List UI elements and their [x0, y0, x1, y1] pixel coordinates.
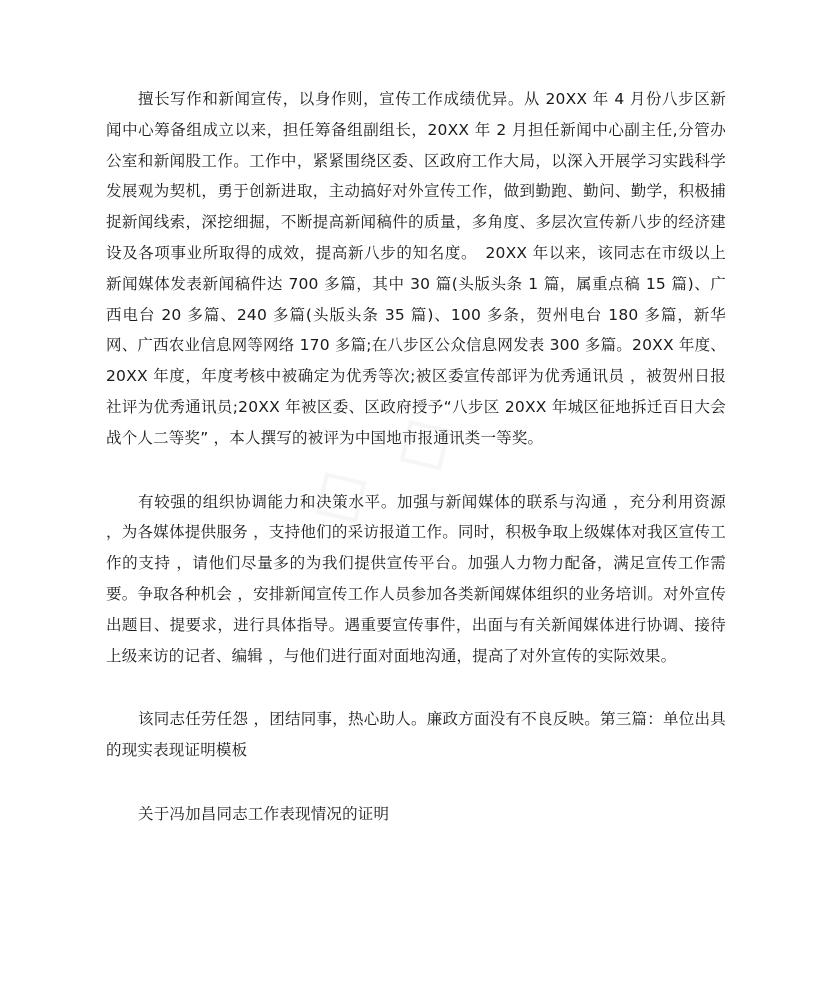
paragraph-certificate-title: 关于冯加昌同志工作表现情况的证明: [138, 804, 390, 823]
paragraph-conduct: 该同志任劳任怨 ，团结同事，热心助人。廉政方面没有不良反映。第三篇：单位出具的现实表现证明模板: [106, 710, 726, 760]
paragraph-writing-publicity: 擅长写作和新闻宣传，以身作则，宣传工作成绩优异。从 20XX 年 4 月份八步区新闻中心筹备组成立以来，担任筹备组副组长，20XX 年 2 月担任新闻中心副主任,分管办公室和新闻股工作。工作中，紧紧围绕区委、区政府工作大局，以深入开展学习实践科学发展观为契机，勇于创新进取，主动搞好对外宣传工作，做到勤跑、勤问、勤学，积极捕捉新闻线索，深挖细掘，不断提高新闻稿件的质量，多角度、多层次宣传新八步的经济建设及各项事业所取得的成效，提高新八步的知名度。 20XX 年以来，该同志在市级以上新闻媒体发表新闻稿件达 700 多篇，其中 30 篇(头版头条 1 篇，属重点稿 15 篇)、广西电台 20 多篇、240 多篇(头版头条 35 篇)、100 多条，贺州电台 180 多篇，新华网、广西农业信息网等网络 170 多篇;在八步区公众信息网发表 300 多篇。20XX 年度、 20XX 年度，年度考核中被确定为优秀等次;被区委宣传部评为优秀通讯员 ，被贺州日报社评为优秀通讯员;20XX 年被区委、区政府授予“八步区 20XX 年城区征地拆迁百日大会战个人二等奖” ，本人撰写的被评为中国地市报通讯类一等奖。: [106, 90, 726, 447]
paragraph-coordination-ability: 有较强的组织协调能力和决策水平。加强与新闻媒体的联系与沟通 ，充分利用资源 ，为各媒体提供服务 ，支持他们的采访报道工作。同时，积极争取上级媒体对我区宣传工作的支持 ，请他们尽量多的为我们提供宣传平台。加强人力物力配备，满足宣传工作需要。争取各种机会 ，安排新闻宣传工作人员参加各类新闻媒体组织的业务培训。对外宣传出题目、提要求，进行具体指导。遇重要宣传事件，出面与有关新闻媒体进行协调、接待上级来访的记者、编辑 ，与他们进行面对面地沟通，提高了对外宣传的实际效果。: [106, 492, 726, 665]
document-body: [106, 84, 726, 830]
